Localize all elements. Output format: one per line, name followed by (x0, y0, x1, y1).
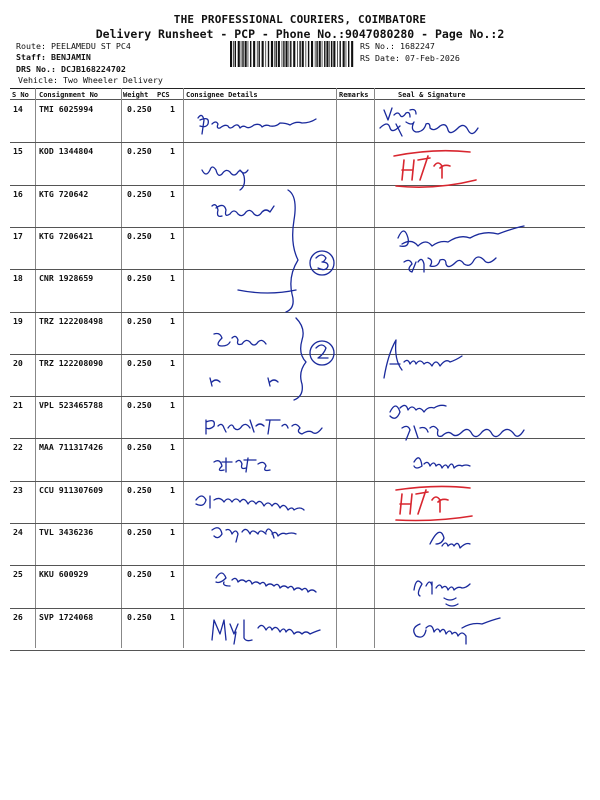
handwritten-name (216, 573, 316, 592)
row-consignment-number: MAA 711317426 (39, 442, 104, 452)
barcode-bar (262, 41, 264, 67)
barcode-bar (241, 41, 242, 67)
barcode-bar (274, 41, 275, 67)
table-row-divider (10, 396, 585, 397)
vehicle-label: Vehicle: Two Wheeler Delivery (18, 75, 163, 85)
table-row-divider (10, 523, 585, 524)
barcode-bar (302, 41, 304, 67)
row-pieces: 1 (170, 316, 175, 326)
barcode-bar (299, 41, 300, 67)
table-row-divider (10, 312, 585, 313)
row-weight: 0.250 (127, 146, 152, 156)
row-consignment-number: SVP 1724068 (39, 612, 94, 622)
barcode-bar (326, 41, 328, 67)
row-pieces: 1 (170, 273, 175, 283)
barcode-bar (351, 41, 353, 67)
row-weight: 0.250 (127, 527, 152, 537)
barcode-bar (337, 41, 338, 67)
row-serial-number: 22 (13, 442, 23, 452)
row-serial-number: 19 (13, 316, 23, 326)
barcode-bar (308, 41, 309, 67)
table-row-divider (10, 481, 585, 482)
barcode-bar (346, 41, 347, 67)
barcode-bar (322, 41, 323, 67)
row-pieces: 1 (170, 527, 175, 537)
handwritten-name (196, 496, 304, 510)
bracket-mark (286, 190, 298, 312)
barcode-bar (230, 41, 232, 67)
row-weight: 0.250 (127, 104, 152, 114)
table-top-rule (10, 88, 585, 89)
status-mark-hr (400, 490, 448, 514)
column-header-signature: Seal & Signature (398, 91, 466, 99)
row-serial-number: 21 (13, 400, 23, 410)
rs-number-label: RS No.: 1682247 (360, 41, 435, 51)
handwritten-signature (384, 108, 416, 120)
barcode-bar (257, 41, 258, 67)
row-serial-number: 26 (13, 612, 23, 622)
handwritten-signature (414, 458, 470, 468)
row-pieces: 1 (170, 485, 175, 495)
row-weight: 0.250 (127, 316, 152, 326)
bracket-mark (294, 318, 306, 400)
row-serial-number: 18 (13, 273, 23, 283)
row-serial-number: 14 (13, 104, 23, 114)
staff-label: Staff: BENJAMIN (16, 52, 91, 62)
barcode-bar (324, 41, 325, 67)
column-header-sno: S No (12, 91, 29, 99)
row-consignment-number: CNR 1928659 (39, 273, 94, 283)
row-weight: 0.250 (127, 273, 152, 283)
column-divider (121, 88, 122, 648)
row-pieces: 1 (170, 442, 175, 452)
table-header-rule (10, 99, 585, 100)
column-header-remarks: Remarks (339, 91, 369, 99)
handwritten-name (212, 205, 274, 217)
barcode-bar (268, 41, 269, 67)
route-label: Route: PEELAMEDU ST PC4 (16, 41, 131, 51)
handwritten-name (198, 115, 316, 134)
handwritten-phone (380, 122, 478, 136)
sheet-title: THE PROFESSIONAL COURIERS, COIMBATORE (173, 13, 427, 26)
table-row-divider (10, 227, 585, 228)
barcode (230, 41, 355, 67)
row-consignment-number: TRZ 122208498 (39, 316, 104, 326)
barcode-bar (331, 41, 332, 67)
row-weight: 0.250 (127, 358, 152, 368)
row-consignment-number: TMI 6025994 (39, 104, 94, 114)
barcode-bar (348, 41, 349, 67)
row-weight: 0.250 (127, 612, 152, 622)
row-serial-number: 25 (13, 569, 23, 579)
barcode-bar (306, 41, 307, 67)
barcode-bar (235, 41, 236, 67)
row-pieces: 1 (170, 189, 175, 199)
sheet-subtitle: Delivery Runsheet - PCP - Phone No.:9047080280 - Page No.:2 (95, 27, 505, 41)
handwritten-name (202, 167, 248, 190)
drs-label: DRS No.: DCJB168224702 (16, 64, 126, 74)
barcode-bar (253, 41, 255, 67)
row-weight: 0.250 (127, 442, 152, 452)
barcode-bar (233, 41, 234, 67)
barcode-bar (271, 41, 273, 67)
barcode-bar (340, 41, 341, 67)
column-header-consignee: Consignee Details (186, 91, 258, 99)
status-mark-hr (396, 486, 470, 490)
handwritten-signature (414, 618, 500, 644)
barcode-bar (316, 41, 317, 67)
column-header-consignment: Consignment No (39, 91, 99, 99)
row-pieces: 1 (170, 358, 175, 368)
column-divider (336, 88, 337, 648)
handwritten-name (214, 458, 270, 472)
row-consignment-number: KTG 7206421 (39, 231, 94, 241)
handwritten-name (212, 620, 320, 644)
table-row-divider (10, 438, 585, 439)
column-divider (35, 88, 36, 648)
rs-date-label: RS Date: 07-Feb-2026 (360, 53, 460, 63)
row-consignment-number: KOD 1344804 (39, 146, 94, 156)
bracket-mark (238, 290, 296, 293)
handwritten-name (214, 334, 266, 347)
row-consignment-number: TRZ 122208090 (39, 358, 104, 368)
circled-number (316, 345, 328, 358)
column-divider (183, 88, 184, 648)
barcode-bar (265, 41, 266, 67)
barcode-bar (319, 41, 321, 67)
row-serial-number: 23 (13, 485, 23, 495)
row-consignment-number: TVL 3436236 (39, 527, 94, 537)
barcode-bar (290, 41, 291, 67)
row-serial-number: 16 (13, 189, 23, 199)
status-mark-hr (394, 151, 470, 156)
barcode-bar (333, 41, 335, 67)
column-divider (374, 88, 375, 648)
barcode-bar (343, 41, 345, 67)
circled-number (310, 341, 334, 365)
status-mark-hr (402, 156, 450, 180)
status-mark-hr (396, 180, 476, 187)
row-pieces: 1 (170, 231, 175, 241)
barcode-bar (278, 41, 280, 67)
row-pieces: 1 (170, 400, 175, 410)
row-pieces: 1 (170, 104, 175, 114)
handwritten-mark (210, 378, 278, 386)
barcode-bar (315, 41, 316, 67)
barcode-bar (248, 41, 249, 67)
row-weight: 0.250 (127, 569, 152, 579)
row-consignment-number: CCU 911307609 (39, 485, 104, 495)
table-row-divider (10, 142, 585, 143)
column-header-weight: Weight (123, 91, 149, 99)
handwritten-name (212, 528, 296, 542)
table-row-divider (10, 185, 585, 186)
row-serial-number: 20 (13, 358, 23, 368)
row-serial-number: 24 (13, 527, 23, 537)
row-weight: 0.250 (127, 231, 152, 241)
status-mark-hr (396, 516, 472, 521)
handwritten-signature (430, 532, 470, 548)
handwritten-name (206, 420, 322, 434)
handwritten-signature (390, 405, 446, 418)
barcode-bar (286, 41, 288, 67)
circled-number (316, 255, 328, 270)
row-consignment-number: KKU 600929 (39, 569, 89, 579)
row-weight: 0.250 (127, 400, 152, 410)
barcode-bar (293, 41, 295, 67)
barcode-bar (289, 41, 290, 67)
row-serial-number: 17 (13, 231, 23, 241)
barcode-bar (276, 41, 277, 67)
barcode-bar (311, 41, 313, 67)
row-pieces: 1 (170, 612, 175, 622)
row-pieces: 1 (170, 569, 175, 579)
table-row-divider (10, 650, 585, 651)
handwritten-signature (384, 340, 462, 378)
table-row-divider (10, 608, 585, 609)
barcode-bar (242, 41, 243, 67)
row-weight: 0.250 (127, 189, 152, 199)
barcode-bar (259, 41, 260, 67)
handwritten-signature (414, 581, 470, 606)
barcode-bar (245, 41, 247, 67)
handwritten-signature (398, 226, 524, 246)
barcode-bar (329, 41, 330, 67)
table-row-divider (10, 354, 585, 355)
barcode-bar (238, 41, 240, 67)
row-serial-number: 15 (13, 146, 23, 156)
table-row-divider (10, 269, 585, 270)
circled-number (310, 251, 334, 275)
barcode-bar (297, 41, 298, 67)
table-row-divider (10, 565, 585, 566)
row-consignment-number: VPL 523465788 (39, 400, 104, 410)
column-header-pcs: PCS (157, 91, 170, 99)
barcode-bar (282, 41, 283, 67)
row-weight: 0.250 (127, 485, 152, 495)
barcode-bar (250, 41, 251, 67)
barcode-bar (283, 41, 284, 67)
row-consignment-number: KTG 720642 (39, 189, 89, 199)
row-pieces: 1 (170, 146, 175, 156)
